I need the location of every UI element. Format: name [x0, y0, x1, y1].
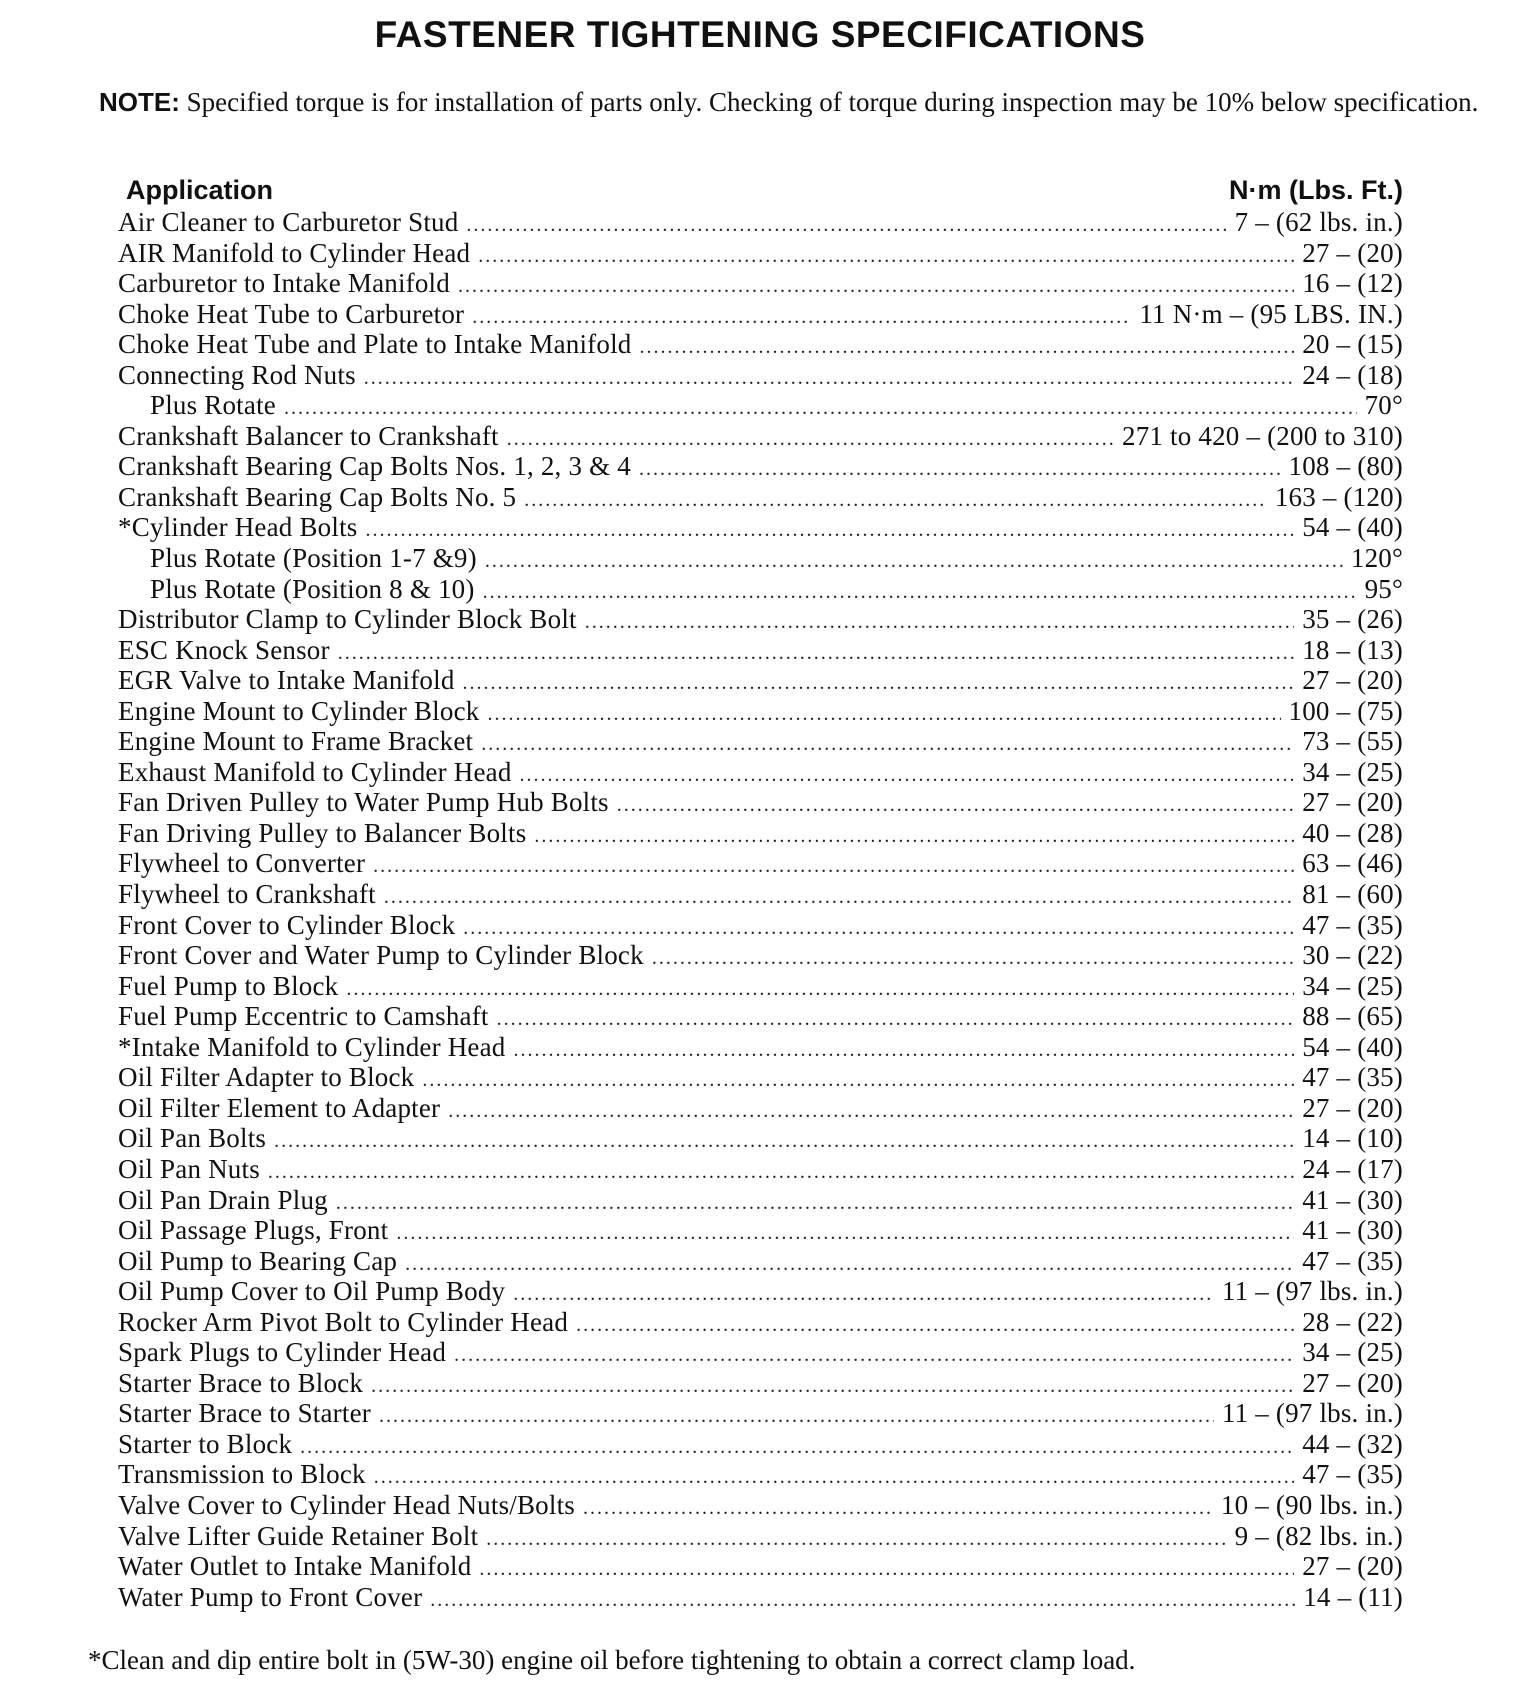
row-torque: 7 – (62 lbs. in.) — [1234, 207, 1403, 237]
row-application: Choke Heat Tube and Plate to Intake Manifold — [118, 329, 632, 360]
dot-leader — [379, 1405, 1214, 1428]
table-row — [118, 1093, 1403, 1124]
table-row — [118, 1032, 1403, 1063]
table-row — [118, 329, 1403, 360]
row-application: Oil Filter Adapter to Block — [118, 1062, 415, 1093]
table-row — [118, 1459, 1403, 1490]
dot-leader — [652, 947, 1294, 970]
dot-leader — [384, 886, 1294, 909]
dot-leader — [268, 1161, 1294, 1184]
table-row — [118, 451, 1403, 482]
dot-leader — [520, 764, 1295, 787]
row-application: Oil Pan Bolts — [118, 1123, 267, 1154]
table-row — [118, 879, 1403, 910]
row-torque: 10 – (90 lbs. in.) — [1220, 1489, 1403, 1520]
row-torque: 28 – (22) — [1302, 1306, 1403, 1337]
header-torque: N·m (Lbs. Ft.) — [1229, 175, 1403, 205]
row-torque: 34 – (25) — [1302, 970, 1403, 1001]
row-application: Water Outlet to Intake Manifold — [118, 1551, 472, 1582]
row-torque: 11 N·m – (95 LBS. IN.) — [1139, 298, 1403, 329]
row-application: Rocker Arm Pivot Bolt to Cylinder Head — [118, 1306, 569, 1337]
table-row — [118, 1185, 1403, 1216]
row-torque: 27 – (20) — [1302, 787, 1403, 818]
row-torque: 54 – (40) — [1302, 512, 1403, 543]
dot-leader — [478, 245, 1294, 268]
row-torque: 47 – (35) — [1302, 1245, 1403, 1276]
row-application: EGR Valve to Intake Manifold — [118, 665, 455, 696]
row-torque: 9 – (82 lbs. in.) — [1234, 1520, 1403, 1551]
dot-leader — [486, 1528, 1226, 1551]
note-text: Specified torque is for installation of parts only. Checking of torque during inspection may be 10% below specification. — [179, 87, 1479, 117]
table-row — [118, 1215, 1403, 1246]
row-application: Valve Cover to Cylinder Head Nuts/Bolts — [118, 1489, 575, 1520]
dot-leader — [454, 1344, 1294, 1367]
table-row — [118, 696, 1403, 727]
row-torque: 27 – (20) — [1302, 1551, 1403, 1582]
row-application: Fuel Pump Eccentric to Camshaft — [118, 1001, 489, 1032]
dot-leader — [524, 489, 1267, 512]
row-torque: 95° — [1364, 573, 1403, 604]
table-row — [118, 1368, 1403, 1399]
row-torque: 35 – (26) — [1302, 604, 1403, 635]
footnote: *Clean and dip entire bolt in (5W-30) engine oil before tightening to obtain a correct clamp load. — [88, 1645, 1136, 1675]
table-row — [118, 390, 1403, 421]
row-torque: 271 to 420 – (200 to 310) — [1122, 420, 1403, 451]
dot-leader — [483, 581, 1357, 604]
row-application: Distributor Clamp to Cylinder Block Bolt — [118, 604, 577, 635]
row-application: Connecting Rod Nuts — [118, 359, 356, 390]
dot-leader — [514, 1039, 1295, 1062]
dot-leader — [639, 458, 1281, 481]
row-torque: 40 – (28) — [1302, 817, 1403, 848]
table-row — [118, 1337, 1403, 1368]
row-torque: 100 – (75) — [1288, 695, 1403, 726]
row-application: AIR Manifold to Cylinder Head — [118, 237, 471, 268]
row-torque: 88 – (65) — [1302, 1001, 1403, 1032]
row-application: Valve Lifter Guide Retainer Bolt — [118, 1520, 479, 1551]
row-application: Carburetor to Intake Manifold — [118, 268, 450, 299]
row-application: *Cylinder Head Bolts — [118, 512, 358, 543]
row-application: Air Cleaner to Carburetor Stud — [118, 207, 459, 237]
row-torque: 30 – (22) — [1302, 940, 1403, 971]
table-row — [118, 1429, 1403, 1460]
row-application: Flywheel to Crankshaft — [118, 879, 376, 910]
dot-leader — [466, 214, 1226, 237]
row-application: Fan Driving Pulley to Balancer Bolts — [118, 817, 527, 848]
dot-leader — [284, 397, 1357, 420]
table-row — [118, 543, 1403, 574]
row-torque: 108 – (80) — [1288, 451, 1403, 482]
row-torque: 44 – (32) — [1302, 1428, 1403, 1459]
row-torque: 27 – (20) — [1302, 1092, 1403, 1123]
dot-leader — [479, 1558, 1294, 1581]
row-torque: 11 – (97 lbs. in.) — [1221, 1276, 1403, 1307]
row-torque: 18 – (13) — [1302, 634, 1403, 665]
table-row — [118, 1307, 1403, 1338]
table-row — [118, 207, 1403, 238]
table-row — [118, 1246, 1403, 1277]
row-application: Crankshaft Balancer to Crankshaft — [118, 420, 499, 451]
dot-leader — [513, 1283, 1214, 1306]
row-application: *Intake Manifold to Cylinder Head — [118, 1031, 506, 1062]
row-application: Crankshaft Bearing Cap Bolts Nos. 1, 2, 3 & 4 — [118, 451, 631, 482]
table-row — [118, 238, 1403, 269]
dot-leader — [338, 642, 1295, 665]
row-application: Plus Rotate (Position 1-7 &9) — [150, 543, 477, 574]
row-torque: 41 – (30) — [1302, 1184, 1403, 1215]
row-application: Front Cover and Water Pump to Cylinder Block — [118, 940, 644, 971]
row-torque: 70° — [1364, 390, 1403, 421]
row-torque: 27 – (20) — [1302, 237, 1403, 268]
row-application: Choke Heat Tube to Carburetor — [118, 298, 465, 329]
table-row — [118, 421, 1403, 452]
dot-leader — [422, 1069, 1294, 1092]
table-row — [118, 1001, 1403, 1032]
row-torque: 16 – (12) — [1302, 268, 1403, 299]
table-row — [118, 512, 1403, 543]
table-header — [118, 175, 1403, 207]
dot-leader — [585, 611, 1294, 634]
row-application: Oil Pan Drain Plug — [118, 1184, 328, 1215]
dot-leader — [371, 1375, 1294, 1398]
row-torque: 34 – (25) — [1302, 1337, 1403, 1368]
table-row — [118, 971, 1403, 1002]
table-row — [118, 910, 1403, 941]
table-row — [118, 726, 1403, 757]
torque-spec-table — [118, 175, 1403, 1612]
row-torque: 73 – (55) — [1302, 726, 1403, 757]
row-application: Transmission to Block — [118, 1459, 366, 1490]
row-application: Oil Pan Nuts — [118, 1153, 260, 1184]
row-torque: 11 – (97 lbs. in.) — [1221, 1398, 1403, 1429]
table-row — [118, 299, 1403, 330]
row-application: Starter to Block — [118, 1428, 293, 1459]
row-torque: 47 – (35) — [1302, 1062, 1403, 1093]
dot-leader — [274, 1130, 1294, 1153]
row-torque: 27 – (20) — [1302, 665, 1403, 696]
row-application: Fuel Pump to Block — [118, 970, 339, 1001]
dot-leader — [365, 519, 1294, 542]
table-row — [118, 360, 1403, 391]
table-row — [118, 848, 1403, 879]
row-application: Engine Mount to Frame Bracket — [118, 726, 474, 757]
row-torque: 163 – (120) — [1274, 481, 1403, 512]
dot-leader — [458, 275, 1294, 298]
dot-leader — [534, 825, 1294, 848]
table-row — [118, 757, 1403, 788]
table-row — [118, 635, 1403, 666]
page-title: FASTENER TIGHTENING SPECIFICATIONS — [374, 14, 1146, 55]
row-torque: 27 – (20) — [1302, 1367, 1403, 1398]
dot-leader — [485, 550, 1343, 573]
row-torque: 63 – (46) — [1302, 848, 1403, 879]
dot-leader — [364, 367, 1294, 390]
dot-leader — [497, 1008, 1295, 1031]
note-paragraph — [27, 86, 1497, 119]
dot-leader — [463, 917, 1294, 940]
row-torque: 14 – (10) — [1302, 1123, 1403, 1154]
table-row — [118, 482, 1403, 513]
dot-leader — [472, 306, 1131, 329]
row-application: Starter Brace to Starter — [118, 1398, 371, 1429]
table-row — [118, 665, 1403, 696]
table-row — [118, 1154, 1403, 1185]
row-application: Starter Brace to Block — [118, 1367, 364, 1398]
row-application: Oil Passage Plugs, Front — [118, 1215, 389, 1246]
row-torque: 47 – (35) — [1302, 1459, 1403, 1490]
table-row — [118, 787, 1403, 818]
row-application: Exhaust Manifold to Cylinder Head — [118, 756, 512, 787]
row-application: Crankshaft Bearing Cap Bolts No. 5 — [118, 481, 517, 512]
row-torque: 24 – (17) — [1302, 1153, 1403, 1184]
row-torque: 81 – (60) — [1302, 879, 1403, 910]
table-row — [118, 1123, 1403, 1154]
row-application: Water Pump to Front Cover — [118, 1581, 423, 1612]
dot-leader — [481, 733, 1294, 756]
dot-leader — [576, 1314, 1294, 1337]
dot-leader — [430, 1589, 1295, 1612]
row-torque: 41 – (30) — [1302, 1215, 1403, 1246]
note-label: NOTE: — [99, 87, 180, 117]
header-application: Application — [126, 175, 273, 205]
row-torque: 24 – (18) — [1302, 359, 1403, 390]
dot-leader — [336, 1192, 1294, 1215]
row-torque: 34 – (25) — [1302, 756, 1403, 787]
row-application: Oil Filter Element to Adapter — [118, 1092, 441, 1123]
dot-leader — [346, 978, 1294, 1001]
table-row — [118, 268, 1403, 299]
table-row — [118, 1276, 1403, 1307]
table-row — [118, 574, 1403, 605]
table-body — [118, 207, 1403, 1612]
table-row — [118, 1062, 1403, 1093]
row-torque: 20 – (15) — [1302, 329, 1403, 360]
table-row — [118, 1398, 1403, 1429]
row-application: Flywheel to Converter — [118, 848, 366, 879]
row-application: Plus Rotate (Position 8 & 10) — [150, 573, 475, 604]
row-application: Oil Pump Cover to Oil Pump Body — [118, 1276, 506, 1307]
dot-leader — [405, 1253, 1294, 1276]
table-row — [118, 1521, 1403, 1552]
row-application: Front Cover to Cylinder Block — [118, 909, 456, 940]
row-application: Engine Mount to Cylinder Block — [118, 695, 480, 726]
row-application: Plus Rotate — [150, 390, 276, 421]
table-row — [118, 940, 1403, 971]
table-row — [118, 818, 1403, 849]
dot-leader — [639, 336, 1294, 359]
row-application: Oil Pump to Bearing Cap — [118, 1245, 398, 1276]
table-row — [118, 1551, 1403, 1582]
dot-leader — [396, 1222, 1294, 1245]
table-row — [118, 604, 1403, 635]
row-torque: 120° — [1350, 543, 1403, 574]
dot-leader — [374, 1466, 1294, 1489]
row-application: Fan Driven Pulley to Water Pump Hub Bolts — [118, 787, 609, 818]
row-torque: 14 – (11) — [1303, 1581, 1403, 1612]
dot-leader — [617, 794, 1294, 817]
table-row — [118, 1582, 1403, 1613]
table-row — [118, 1490, 1403, 1521]
dot-leader — [583, 1497, 1213, 1520]
row-torque: 54 – (40) — [1302, 1031, 1403, 1062]
row-application: Spark Plugs to Cylinder Head — [118, 1337, 447, 1368]
dot-leader — [507, 428, 1114, 451]
row-torque: 47 – (35) — [1302, 909, 1403, 940]
dot-leader — [463, 672, 1295, 695]
dot-leader — [300, 1436, 1294, 1459]
dot-leader — [448, 1100, 1294, 1123]
dot-leader — [487, 703, 1280, 726]
dot-leader — [373, 855, 1294, 878]
row-application: ESC Knock Sensor — [118, 634, 330, 665]
